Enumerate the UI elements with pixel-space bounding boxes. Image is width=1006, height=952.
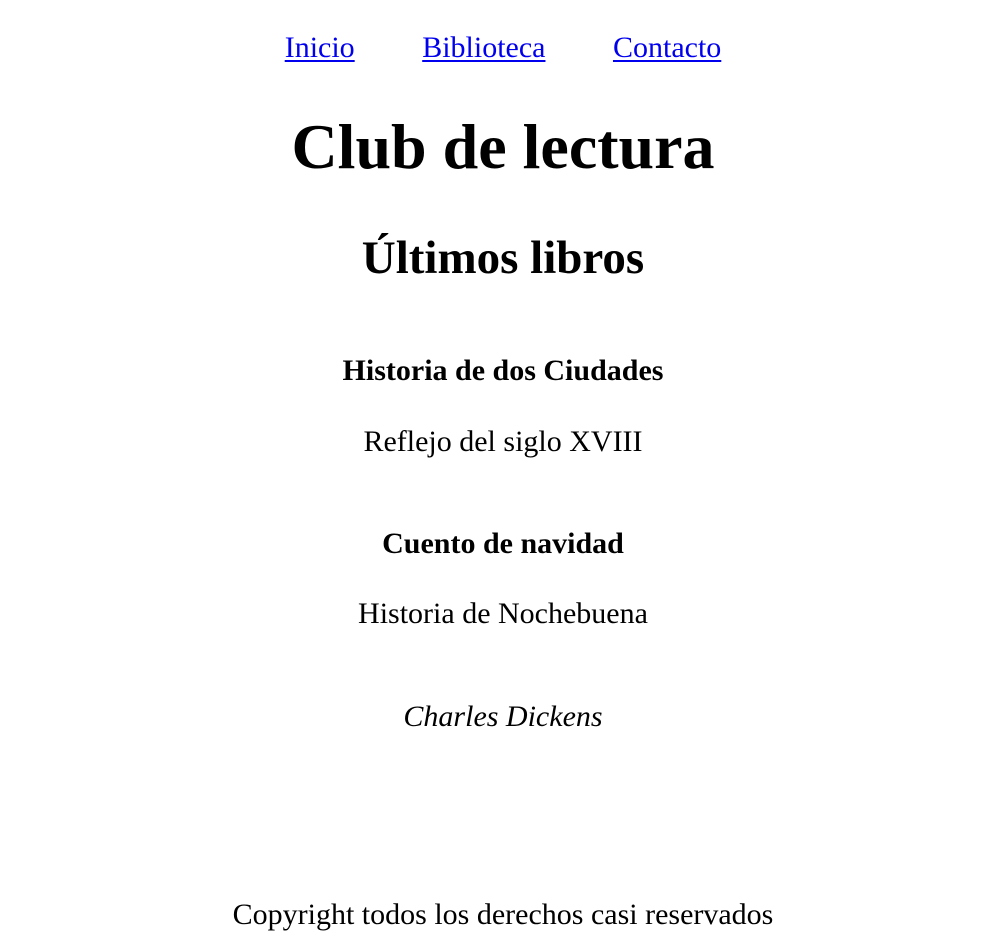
book-description: Historia de Nochebuena bbox=[358, 597, 648, 630]
author-name: Charles Dickens bbox=[403, 700, 603, 733]
book-title: Historia de dos Ciudades bbox=[342, 354, 664, 387]
book-description: Reflejo del siglo XVIII bbox=[363, 425, 643, 458]
page-title: Club de lectura bbox=[291, 111, 715, 182]
footer-copyright: Copyright todos los derechos casi reservados bbox=[232, 898, 774, 931]
nav-link-inicio[interactable]: Inicio bbox=[284, 31, 355, 64]
nav-link-biblioteca[interactable]: Biblioteca bbox=[422, 31, 546, 64]
nav-link-contacto[interactable]: Contacto bbox=[612, 31, 722, 64]
book-title: Cuento de navidad bbox=[382, 527, 624, 560]
section-title: Últimos libros bbox=[361, 232, 645, 284]
main-nav bbox=[0, 28, 1006, 68]
